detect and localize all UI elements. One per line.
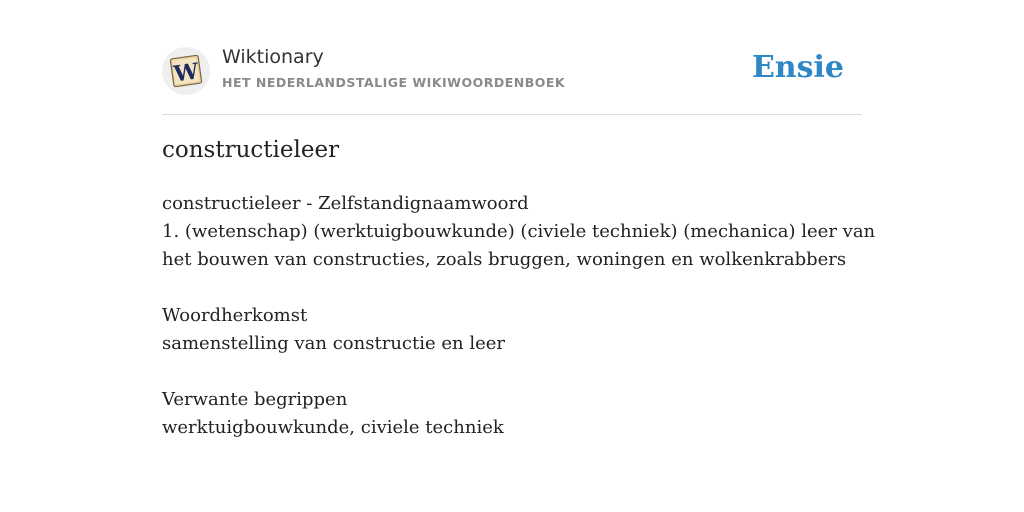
- entry-content: [162, 190, 876, 442]
- etymology-label: Woordherkomst: [162, 305, 308, 326]
- definition-line-1: 1. (wetenschap) (werktuigbouwkunde) (civiele techniek) (mechanica) leer van: [162, 221, 876, 242]
- etymology-text: samenstelling van constructie en leer: [162, 333, 505, 354]
- ensie-brand-link[interactable]: Ensie: [751, 50, 844, 85]
- logo-letter: W: [172, 58, 201, 88]
- related-text: werktuigbouwkunde, civiele techniek: [162, 417, 504, 438]
- entry-heading-line: constructieleer - Zelfstandignaamwoord: [162, 193, 529, 214]
- site-name[interactable]: Wiktionary: [222, 46, 324, 68]
- site-header: [162, 44, 862, 115]
- page-title: constructieleer: [162, 137, 340, 163]
- definition-line-2: het bouwen van constructies, zoals bruggen, woningen en wolkenkrabbers: [162, 249, 847, 270]
- spacer: [162, 358, 862, 386]
- related-label: Verwante begrippen: [162, 389, 348, 410]
- site-subtitle: HET NEDERLANDSTALIGE WIKIWOORDENBOEK: [222, 75, 566, 90]
- spacer: [162, 274, 862, 302]
- wiktionary-logo-icon[interactable]: [162, 47, 210, 95]
